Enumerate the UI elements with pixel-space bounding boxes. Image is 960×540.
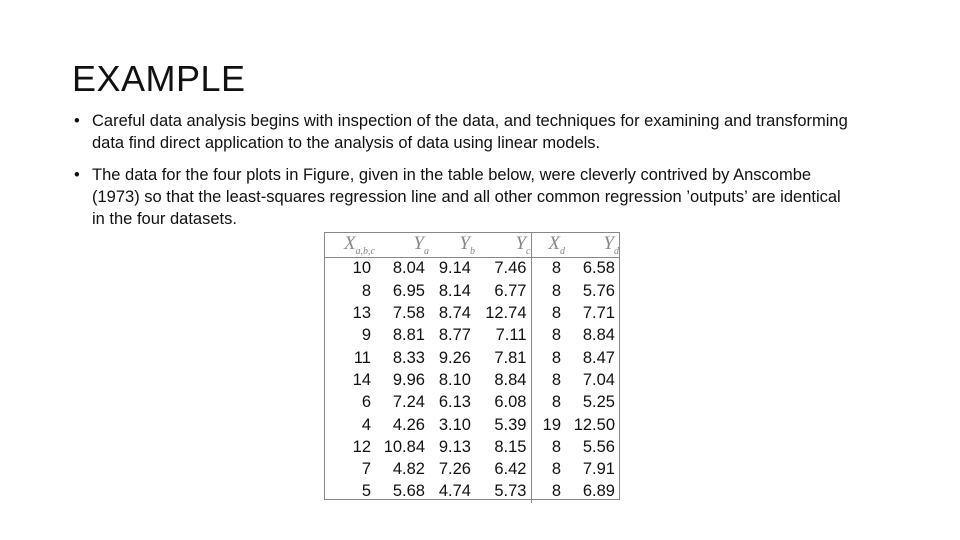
table-cell: 6.58 [582,259,615,278]
header-y-d: $Y_d$ [565,233,619,257]
table-row [325,325,619,347]
table-cell: 6 [361,393,371,412]
table-row [325,369,619,391]
table-cell: 8.15 [475,436,531,458]
table-cell: 5.68 [392,482,425,501]
table-cell: 5.73 [475,481,531,503]
bullet-item [72,110,852,154]
header-y-a: $Y_a$ [375,233,429,257]
table-cell: 8 [551,370,561,389]
table-cell: 10 [352,259,371,278]
table-body [325,257,619,503]
table-cell: 5.76 [582,281,615,300]
table-cell: 9.14 [438,259,471,278]
table-cell: 7.26 [438,460,471,479]
bullet-dot-icon: • [74,166,80,184]
table-cell: 8 [551,482,561,501]
table-header-row [325,233,619,257]
table-cell: 6.42 [475,458,531,480]
table-cell: 7.58 [392,304,425,323]
bullet-dot-icon: • [74,112,80,130]
header-x-abc: $X_{a,b,c}$ [325,233,375,257]
table-cell: 8 [551,393,561,412]
table-cell: 12.50 [573,415,615,434]
table-row [325,257,619,280]
table-cell: 6.13 [438,393,471,412]
table-cell: 6.89 [582,482,615,501]
table-cell: 8 [551,437,561,456]
table-row [325,302,619,324]
table-cell: 9.96 [392,370,425,389]
table-cell: 8.81 [392,326,425,345]
table-cell: 8.84 [582,326,615,345]
table-cell: 4.26 [392,415,425,434]
table-cell: 5.39 [475,414,531,436]
bullet-text: Careful data analysis begins with inspection of the data, and techniques for examining and transforming data find direct application to the analysis of data using linear models. [92,112,848,152]
table-cell: 3.10 [438,415,471,434]
table-cell: 12 [352,437,371,456]
bullet-text: The data for the four plots in Figure, given in the table below, were cleverly contrived by Anscombe (1973) so that the least-squares regression line and all other common regression ’outputs’ are identical in the four datasets. [92,166,841,228]
table-row [325,414,619,436]
table-cell: 10.84 [383,437,425,456]
table-row [325,347,619,369]
table-cell: 6.95 [392,281,425,300]
bullet-list [72,110,852,240]
header-y-c: $Y_c$ [475,233,531,257]
table-cell: 9.26 [438,348,471,367]
table-cell: 7.11 [475,325,531,347]
table-cell: 8.33 [392,348,425,367]
table-cell: 5.56 [582,437,615,456]
table-cell: 5.25 [582,393,615,412]
table-cell: 12.74 [475,302,531,324]
table-cell: 7.91 [582,460,615,479]
table-cell: 8 [551,259,561,278]
table-cell: 8 [361,281,371,300]
anscombe-table-frame [324,232,620,500]
bullet-item [72,164,852,230]
table-cell: 19 [542,415,561,434]
anscombe-data-table [325,233,619,503]
table-cell: 8 [551,348,561,367]
table-cell: 14 [352,370,371,389]
table-cell: 7 [361,460,371,479]
table-row [325,392,619,414]
table-cell: 9.13 [438,437,471,456]
table-cell: 8.04 [392,259,425,278]
table-cell: 8.77 [438,326,471,345]
table-cell: 4.74 [438,482,471,501]
slide-title: EXAMPLE [72,58,246,99]
table-row [325,481,619,503]
table-cell: 7.24 [392,393,425,412]
table-cell: 13 [352,304,371,323]
table-cell: 8 [551,281,561,300]
table-cell: 6.08 [475,392,531,414]
table-cell: 4.82 [392,460,425,479]
table-cell: 7.46 [475,257,531,280]
table-cell: 8 [551,326,561,345]
table-cell: 7.81 [475,347,531,369]
table-cell: 8.84 [475,369,531,391]
table-cell: 9 [361,326,371,345]
table-cell: 6.77 [475,280,531,302]
table-cell: 8.14 [438,281,471,300]
table-row [325,436,619,458]
table-row [325,280,619,302]
header-y-b: $Y_b$ [429,233,475,257]
table-cell: 8.74 [438,304,471,323]
table-cell: 8.10 [438,370,471,389]
table-cell: 7.04 [582,370,615,389]
table-cell: 5 [361,482,371,501]
table-cell: 8 [551,304,561,323]
table-cell: 4 [361,415,371,434]
table-cell: 8.47 [582,348,615,367]
table-cell: 11 [353,348,371,367]
header-x-d: $X_d$ [531,233,565,257]
table-cell: 7.71 [582,304,615,323]
table-cell: 8 [551,460,561,479]
table-row [325,458,619,480]
